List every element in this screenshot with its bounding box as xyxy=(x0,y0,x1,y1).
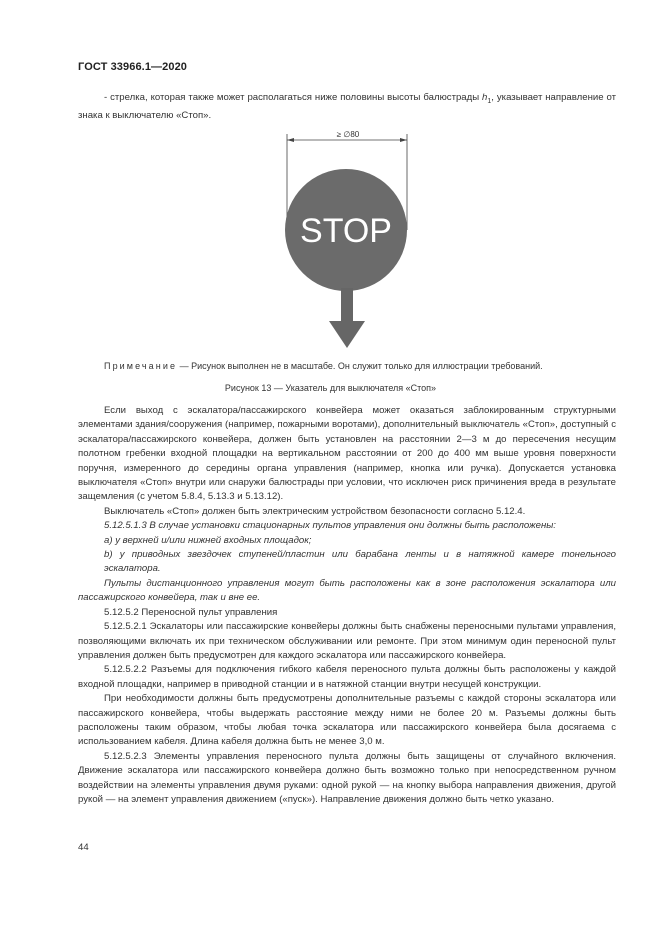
body-paragraph: 5.12.5.2.1 Эскалаторы или пассажирские конвейеры должны быть снабжены переносными пультами управления, позволяющими включать их при техническом обслуживании или ремонте. При этом минимум один переносной пульт управления должен быть предусмотрен для каждого эскалатора или пассажирского конвейера. xyxy=(78,621,616,661)
arrow-head xyxy=(329,321,365,348)
note-text: — Рисунок выполнен не в масштабе. Он служит только для иллюстрации требований. xyxy=(177,361,543,371)
figure-note xyxy=(104,361,543,371)
dimension-arrow-left xyxy=(287,138,294,142)
arrow-description: - стрелка, которая также может располагаться ниже половины высоты балюстрады $h_1$, указывает направление от знака к выключателю «Стоп». xyxy=(78,92,616,122)
body-paragraph: Выключатель «Стоп» должен быть электрическим устройством безопасности согласно 5.12.4. xyxy=(104,505,526,517)
main-body-text xyxy=(78,404,616,807)
body-paragraph: 5.12.5.1.3 В случае установки стационарных пультов управления они должны быть расположены: xyxy=(104,520,556,532)
body-paragraph: Пульты дистанционного управления могут быть расположены как в зоне расположения эскалатора или пассажирского конвейера, так и вне ее. xyxy=(78,577,616,604)
note-prefix: Примечание xyxy=(104,361,178,371)
stop-sign-text: STOP xyxy=(300,212,392,250)
document-code-header: ГОСТ 33966.1—2020 xyxy=(78,61,188,73)
dimension-arrow-right xyxy=(400,138,407,142)
variable-h: h xyxy=(482,92,488,103)
body-paragraph: Если выход с эскалатора/пассажирского конвейера может оказаться заблокированным структурными элементами здания/сооружения (например, пожарными воротами), дополнительный выключатель «Стоп», доступный с эскалатора/пассажирского конвейера, должен быть установлен на расстоянии 2—3 м до пересечения несущим полотном гребенки входной площадки на вертикальном расстоянии от 200 до 400 мм выше уровня поверхности поручня, измеренного до середины органа управления (например, кнопка или ручка). Допускается установка выключателя «Стоп» внутри или снаружи балюстрады при условии, что исключен риск причинения вреда в результате защемления (с учетом 5.8.4, 5.13.3 и 5.13.12). xyxy=(78,405,616,503)
variable-subscript: 1 xyxy=(487,97,492,105)
body-paragraph: При необходимости должны быть предусмотрены дополнительные разъемы с каждой стороны эскалатора или пассажирского конвейера, чтобы выдержать расстояние между ними не более 20 м. Разъемы должны быть расположены таким образом, чтобы любая точка эскалатора или пассажирского конвейера была досягаема с использованием кабеля. Длина кабеля должна быть не менее 3,0 м. xyxy=(78,693,616,748)
arrow-shaft xyxy=(341,288,353,324)
intro-paragraph xyxy=(78,91,616,124)
body-paragraph: a) у верхней и/или нижней входных площадок; xyxy=(104,534,312,546)
body-paragraph: 5.12.5.2 Переносной пульт управления xyxy=(104,606,278,618)
body-paragraph: 5.12.5.2.2 Разъемы для подключения гибкого кабеля переносного пульта должны быть расположены у каждой входной площадки, например в приводной станции и в натяжной станции внутри несущей конструкции. xyxy=(78,664,616,690)
body-paragraph: 5.12.5.2.3 Элементы управления переносного пульта должны быть защищены от случайного включения. Движение эскалатора или пассажирского конвейера должно быть возможно только при непосредственном ручном воздействии на элементы управления двумя руками: одной рукой — на кнопку выбора направления движения, другой рукой — на элемент управления движением («пуск»). Направление движения должно быть четко указано. xyxy=(78,750,616,805)
body-paragraph: b) у приводных звездочек ступеней/пластин или барабана ленты и в натяжной камере тонельного эскалатора. xyxy=(104,549,616,575)
stop-sign-figure xyxy=(270,126,420,356)
figure-caption: Рисунок 13 — Указатель для выключателя «Стоп» xyxy=(224,383,437,393)
dimension-label: ≥ ∅80 xyxy=(336,130,360,139)
page-number: 44 xyxy=(78,842,89,853)
